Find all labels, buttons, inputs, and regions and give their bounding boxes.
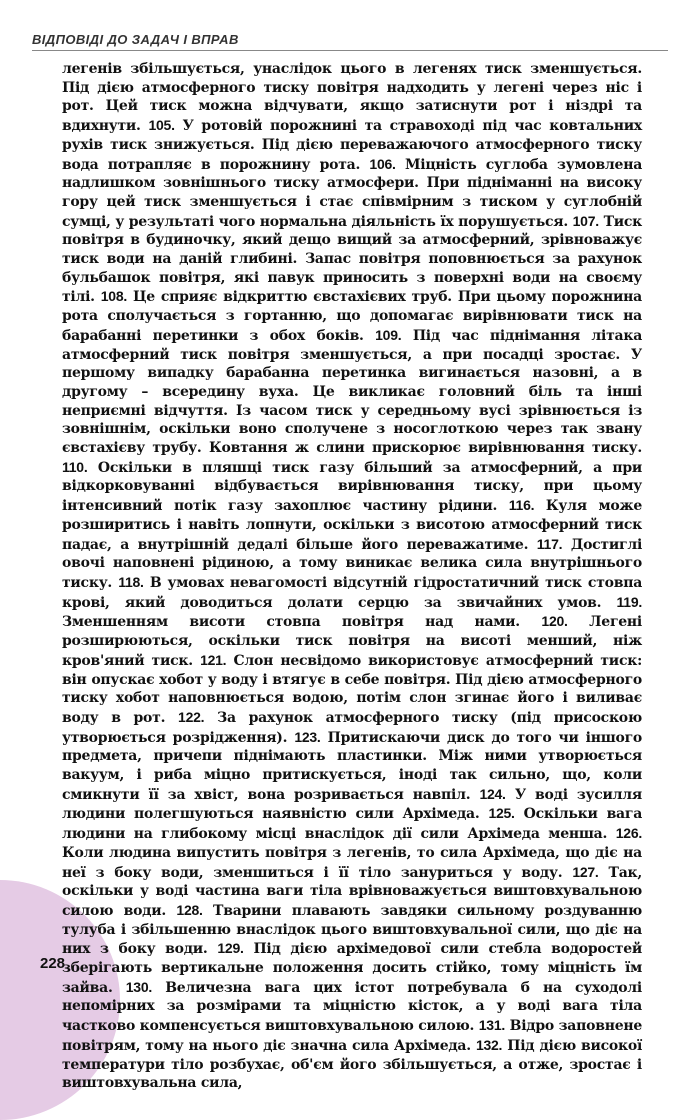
answer-number: 132.	[475, 1036, 503, 1053]
answer-number: 122.	[178, 708, 205, 725]
answer-text: Під час піднімання літака атмосферний тиск повітря зменшується, а при посадці зростає. У першому випадку барабанна перетинка вигинається назовні, а в другому – всередину вуха. Це викликає головний біль та інші неприємні відчуття. Із часом тиск у середньому вусі зрівнюється із зовнішнім, оскільки воно сполучене з носоглоткою через так звану євстахієву трубу. Ковтання ж слини прискорює вирівнювання тиску.	[62, 327, 643, 457]
answer-text: Оскільки в пляшці тиск газу більший за атмосферний, а при відкорковуванні відбувається вирівнювання тиску, при цьому інтенсивний потік газу захоплює частину рідини.	[62, 459, 642, 515]
answer-number: 120.	[541, 613, 568, 630]
answer-number: 129.	[217, 940, 244, 957]
answer-text: Під дією високої температури тіло розбухає, об'єм його збільшується, а отже, зростає і виштовхувальна сила,	[62, 1037, 643, 1092]
answer-text: Зменшенням висоти стовпа повітря над нами.	[62, 614, 520, 631]
answer-number: 118.	[118, 573, 144, 590]
answer-number: 106.	[369, 155, 396, 172]
answer-number: 105.	[148, 117, 175, 134]
answer-number: 130.	[125, 978, 153, 995]
answer-number: 126.	[615, 825, 643, 842]
answer-number: 117.	[536, 535, 563, 552]
answers-text	[62, 60, 642, 1093]
answer-text: Тварини плавають завдяки сильному роздуванню тулуба і збільшенню внаслідок цього виштовхувальної сили, що діє на них з боку води.	[62, 902, 643, 958]
answer-text: Коли людина випустить повітря з легенів, то сила Архімеда, що діє на неї з боку води, зменшиться і її тіло зануриться у воду.	[62, 844, 642, 881]
answer-text: легенів збільшується, унаслідок цього в легенях тиск зменшується. Під дією атмосферного тиску повітря надходить у легені через ніс і рот. Цей тиск можна відчувати, якщо затиснути рот і ніздрі та вдихнути.	[62, 61, 642, 135]
answer-number: 121.	[200, 651, 227, 668]
answer-text: Легені розширюються, оскільки тиск повітря на висоті менший, ніж кров'яний тиск.	[62, 614, 642, 669]
answer-number: 110.	[62, 458, 88, 475]
answer-number: 116.	[508, 497, 535, 514]
answer-text: В умовах невагомості відсутній гідростатичний тиск стовпа крові, який доводиться долати серцю за звичайних умов.	[62, 574, 643, 611]
page-number: 228	[40, 955, 66, 972]
answer-number: 125.	[488, 805, 515, 822]
answer-text: У воді зусилля людини полегшуються наявністю сили Архімеда.	[62, 786, 643, 823]
answer-text: У ротовій порожнині та стравоході під час ковтальних рухів тиск знижується. Під дією переважаючого атмосферного тиску вода потрапляє в порожнину рота.	[62, 118, 643, 173]
answer-number: 109.	[375, 326, 402, 343]
answer-text: Міцність суглоба зумовлена надлишком зовнішнього тиску атмосфери. При підніманні на високу гору цей тиск зменшується і стає співмірним з тиском у суглобній сумці, у результаті чого нормальна діяльність їх порушується.	[62, 156, 643, 230]
answer-number: 128.	[176, 901, 203, 918]
answer-number: 131.	[478, 1017, 506, 1034]
answer-text: Достиглі овочі наповнені рідиною, а тому виникає велика сила внутрішнього тиску.	[62, 536, 643, 591]
answer-number: 108.	[100, 288, 128, 305]
answer-number: 127.	[572, 863, 599, 880]
answer-text: Це сприяє відкриттю євстахієвих труб. При цьому порожнина рота сполучається з гортанню, що допомагає вирівнювати тиск на барабанні перетинки з обох боків.	[62, 289, 643, 344]
answer-text: За рахунок атмосферного тиску (під присоскою утворюється розрідження).	[62, 709, 642, 746]
answer-text: Притискаючи диск до того чи іншого предмета, причепи піднімають пластинки. Між ними утворюється вакуум, і риба міцно притискується, іноді так сильно, що, коли смикнути її за хвіст, вона розривається навпіл.	[62, 729, 642, 803]
answer-text: Так, оскільки у воді частина ваги тіла врівноважується виштовхувальною силою води.	[62, 864, 643, 919]
answer-text: Під дією архімедової сили стебла водоростей зберігають вертикальне положення досить стійко, тому міцність їм зайва.	[62, 941, 643, 996]
answer-text: Оскільки вага людини на глибокому місці внаслідок дії сили Архімеда менша.	[62, 806, 643, 843]
answer-text: Величезна вага цих істот потребувала б на суходолі непомірних за розмірами та міцністю кісток, а у воді вага тіла частково компенсується виштовхувальною силою.	[62, 979, 642, 1035]
running-header: ВІДПОВІДІ ДО ЗАДАЧ І ВПРАВ	[32, 32, 239, 47]
answer-text: Слон несвідомо використовує атмосферний тиск: він опускає хобот у воду і втягує в себе повітря. Під дією атмосферного тиску хобот наповнюється водою, потім слон згинає його і виливає воду в рот.	[62, 652, 642, 726]
answer-number: 124.	[479, 785, 506, 802]
answer-text: Відро заповнене повітрям, тому на нього діє значна сила Архімеда.	[62, 1018, 643, 1054]
answer-text: Куля може розширитись і навіть лопнути, оскільки з висотою атмосферний тиск падає, а внутрішній дедалі більше його переважатиме.	[62, 498, 643, 553]
answer-text: Тиск повітря в будиночку, який дещо вищий за атмосферний, зрівноважує тиск води на даній глибині. Запас повітря поповнюється за рахунок бульбашок повітря, які павук приносить з поверхні води на своєму тілі.	[62, 213, 643, 306]
answer-number: 123.	[294, 728, 321, 745]
header-divider	[32, 50, 668, 51]
answer-number: 107.	[572, 212, 599, 229]
answer-number: 119.	[616, 593, 643, 610]
